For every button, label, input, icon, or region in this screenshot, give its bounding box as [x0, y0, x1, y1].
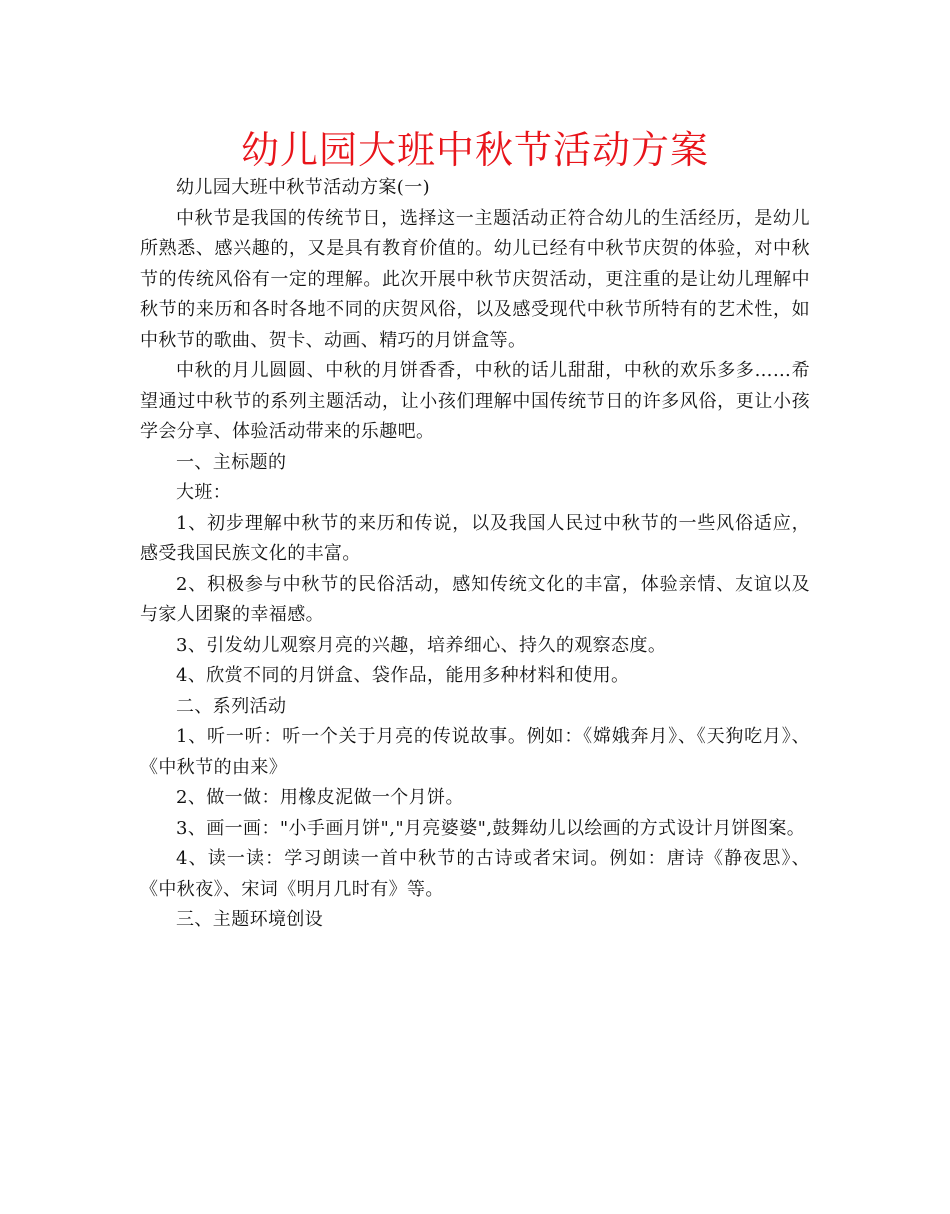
goal-item: 2、积极参与中秋节的民俗活动，感知传统文化的丰富，体验亲情、友谊以及与家人团聚的幸福感。	[140, 573, 810, 625]
document-body	[140, 173, 810, 936]
section-heading-goals: 一、主标题的	[176, 451, 287, 473]
wish-paragraph: 中秋的月儿圆圆、中秋的月饼香香，中秋的话儿甜甜，中秋的欢乐多多……希望通过中秋节的系列主题活动，让小孩们理解中国传统节日的许多风俗，更让小孩学会分享、体验活动带来的乐趣吧。	[140, 360, 810, 442]
goal-item: 4、欣赏不同的月饼盒、袋作品，能用多种材料和使用。	[176, 665, 630, 686]
activity-item: 2、做一做：用橡皮泥做一个月饼。	[176, 787, 464, 808]
class-label: 大班：	[176, 482, 232, 503]
subtitle-paragraph: 幼儿园大班中秋节活动方案(一)	[176, 177, 431, 198]
goal-item: 3、引发幼儿观察月亮的兴趣，培养细心、持久的观察态度。	[176, 634, 667, 656]
document-title: 幼儿园大班中秋节活动方案	[240, 128, 709, 172]
section-heading-activities: 二、系列活动	[176, 695, 287, 717]
section-heading-environment: 三、主题环境创设	[176, 909, 324, 930]
intro-paragraph: 中秋节是我国的传统节日，选择这一主题活动正符合幼儿的生活经历，是幼儿所熟悉、感兴趣的，又是具有教育价值的。幼儿已经有中秋节庆贺的体验，对中秋节的传统风俗有一定的理解。此次开展中秋节庆贺活动，更注重的是让幼儿理解中秋节的来历和各时各地不同的庆贺风俗，以及感受现代中秋节所特有的艺术性，如中秋节的歌曲、贺卡、动画、精巧的月饼盒等。	[140, 207, 810, 351]
activity-item: 1、听一听：听一个关于月亮的传说故事。例如：《嫦娥奔月》、《天狗吃月》、《中秋节的由来》	[140, 726, 810, 778]
activity-item: 4、读一读：学习朗读一首中秋节的古诗或者宋词。例如：唐诗《静夜思》、《中秋夜》、宋词《明月几时有》等。	[140, 848, 810, 900]
activity-item: 3、画一画："小手画月饼","月亮婆婆",鼓舞幼儿以绘画的方式设计月饼图案。	[176, 817, 806, 839]
goal-item: 1、初步理解中秋节的来历和传说，以及我国人民过中秋节的一些风俗适应，感受我国民族文化的丰富。	[140, 512, 810, 564]
